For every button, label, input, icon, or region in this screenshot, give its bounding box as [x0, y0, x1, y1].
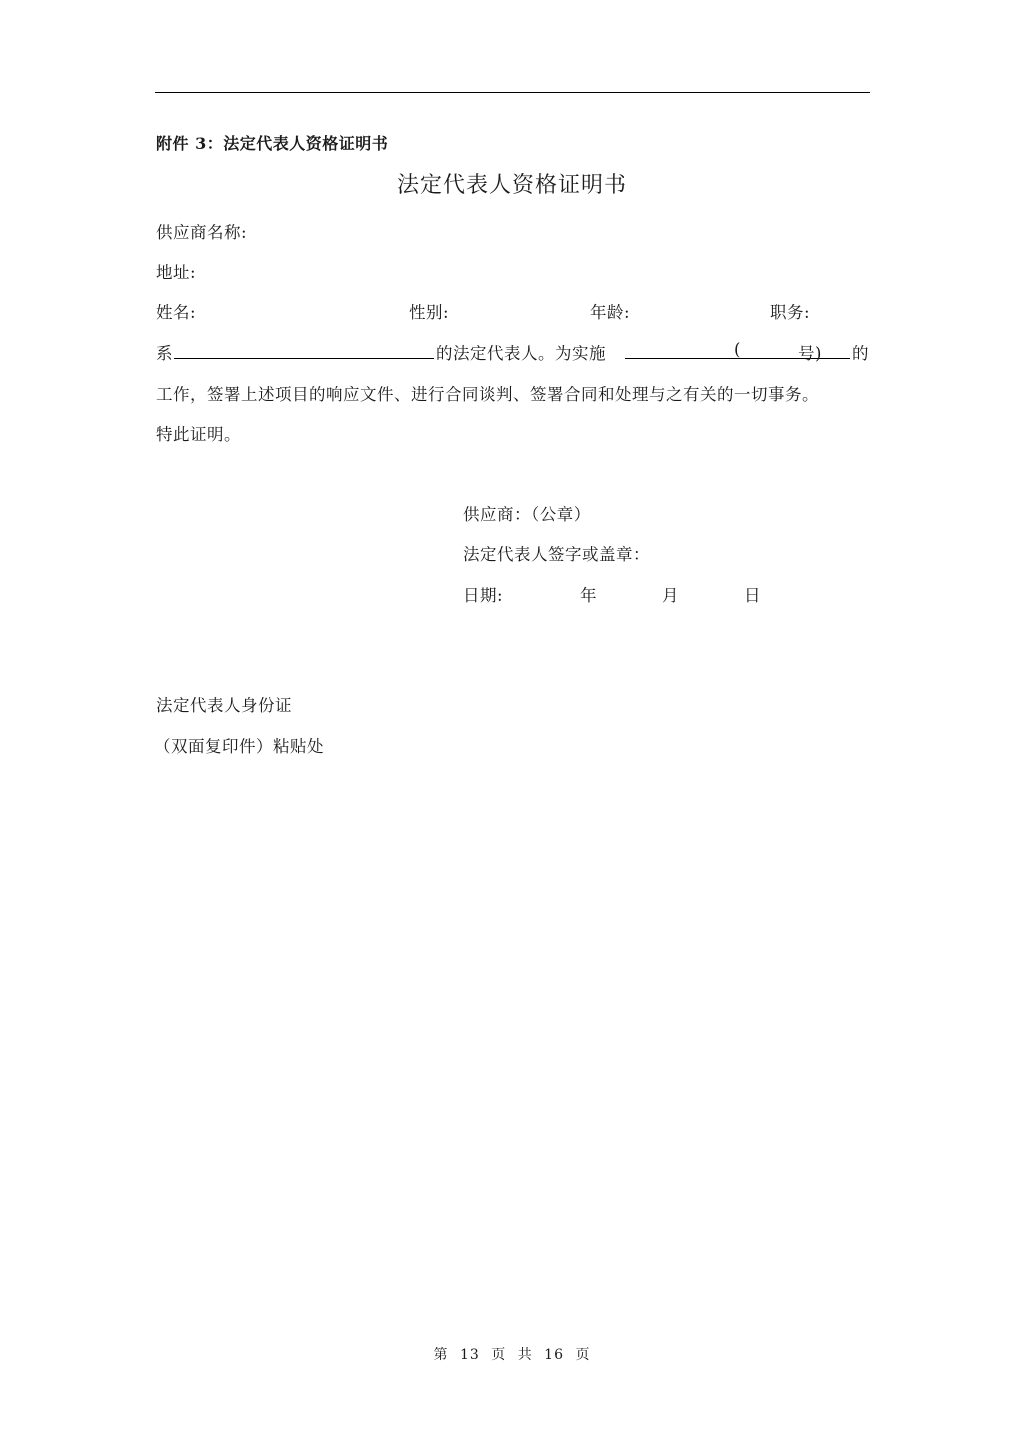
number-label: 号) [798, 344, 822, 363]
rep-sign-label: 法定代表人签字或盖章： [463, 545, 650, 564]
paren-open: ( [734, 340, 741, 359]
date-label: 日期: [463, 586, 504, 605]
statement-line2: 工作，签署上述项目的响应文件、进行合同谈判、签署合同和处理与之有关的一切事务。 [156, 385, 819, 404]
closing-text: 特此证明。 [156, 425, 241, 444]
footer-gong: 共 [517, 1347, 533, 1363]
age-label: 年龄: [590, 303, 631, 322]
current-page-number: 13 [459, 1347, 480, 1363]
company-blank [174, 340, 434, 359]
page-footer [0, 1344, 1024, 1364]
id-paste-line2: （双面复印件）粘贴处 [154, 737, 324, 756]
position-label: 职务: [770, 303, 811, 322]
statement-suffix: 的 [852, 344, 869, 363]
year-label: 年 [580, 586, 597, 605]
address-label: 地址: [156, 263, 197, 282]
footer-ye2: 页 [575, 1347, 591, 1363]
supplier-seal-label: 供应商：（公章） [463, 505, 591, 524]
statement-prefix: 系 [156, 344, 173, 363]
month-label: 月 [662, 586, 679, 605]
id-paste-line1: 法定代表人身份证 [156, 696, 292, 715]
total-pages-number: 16 [544, 1347, 564, 1363]
name-label: 姓名: [156, 303, 197, 322]
supplier-name-label: 供应商名称: [156, 223, 248, 242]
header-rule [155, 92, 870, 93]
gender-label: 性别: [409, 303, 450, 322]
document-title: 法定代表人资格证明书 [396, 173, 627, 198]
footer-di: 第 [433, 1347, 449, 1363]
footer-ye1: 页 [491, 1347, 507, 1363]
annex-label: 附件 3：法定代表人资格证明书 [156, 134, 389, 153]
statement-middle: 的法定代表人。为实施 [436, 344, 606, 363]
day-label: 日 [744, 586, 761, 605]
